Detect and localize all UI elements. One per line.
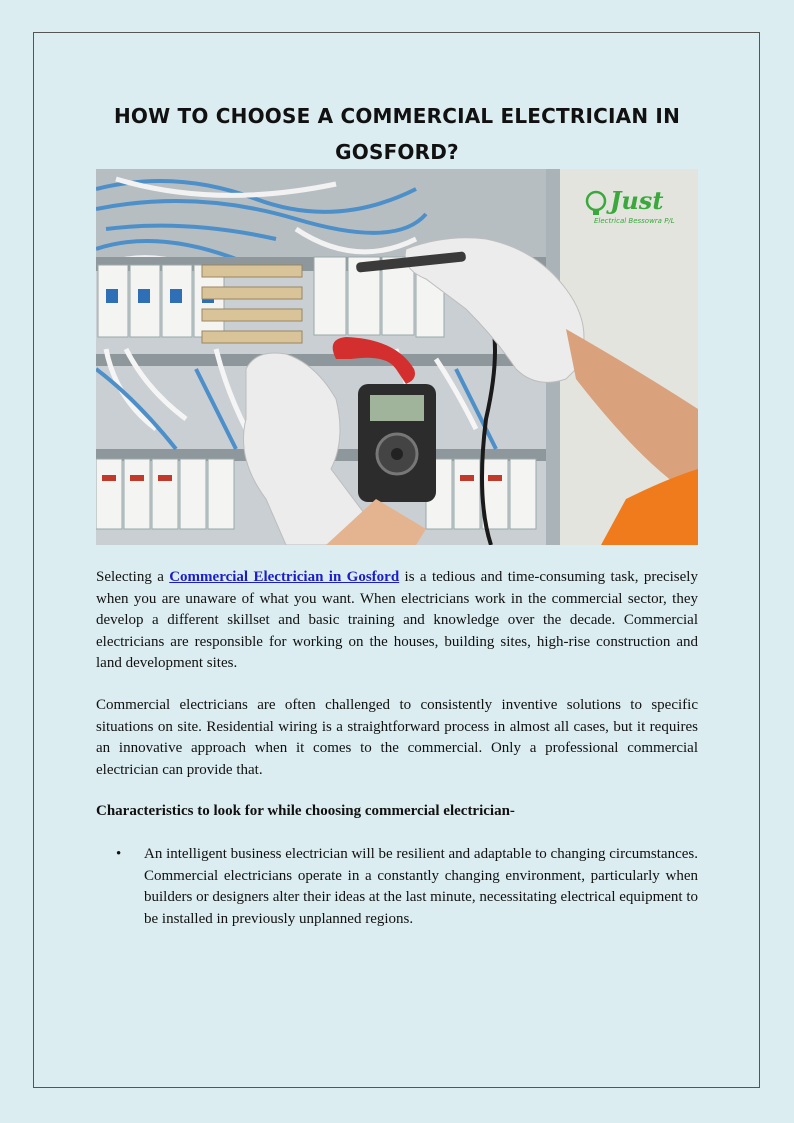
page-title: HOW TO CHOOSE A COMMERCIAL ELECTRICIAN IN GOSFORD? [113, 104, 681, 164]
commercial-electrician-link[interactable]: Commercial Electrician in Gosford [169, 569, 400, 585]
svg-text:Just: Just [610, 186, 664, 215]
company-logo [584, 181, 694, 227]
hero-image-electrician-panel [96, 169, 698, 545]
svg-text:Electrical Bessowra P/L: Electrical Bessowra P/L [594, 217, 675, 225]
intro-text-before: Selecting a [96, 569, 170, 585]
intro-text-after: is a tedious and time-consuming task, precisely when you are unaware of what you want. When electricians work in the commercial sector, they develop a different skillset and basic training and knowledge over the decade. Commercial electricians are responsible for working on the houses, building sites, high-rise construction and land development sites. [96, 569, 698, 671]
bullet-marker: • [116, 846, 122, 862]
intro-paragraph [96, 567, 698, 675]
characteristics-heading: Characteristics to look for while choosing commercial electrician- [96, 803, 515, 819]
second-paragraph: Commercial electricians are often challenged to consistently inventive solutions to specific situations on site. Residential wiring is a straightforward process in almost all cases, but it requires an innovative approach when it comes to the commercial. Only a professional commercial electrician can provide that. [96, 697, 698, 778]
bullet-text: An intelligent business electrician will be resilient and adaptable to changing circumstances. Commercial electricians operate in a constantly changing environment, particularly when builders or designers alter their ideas at the last minute, necessitating electrical equipment to be installed in previously unplanned regions. [144, 846, 698, 927]
